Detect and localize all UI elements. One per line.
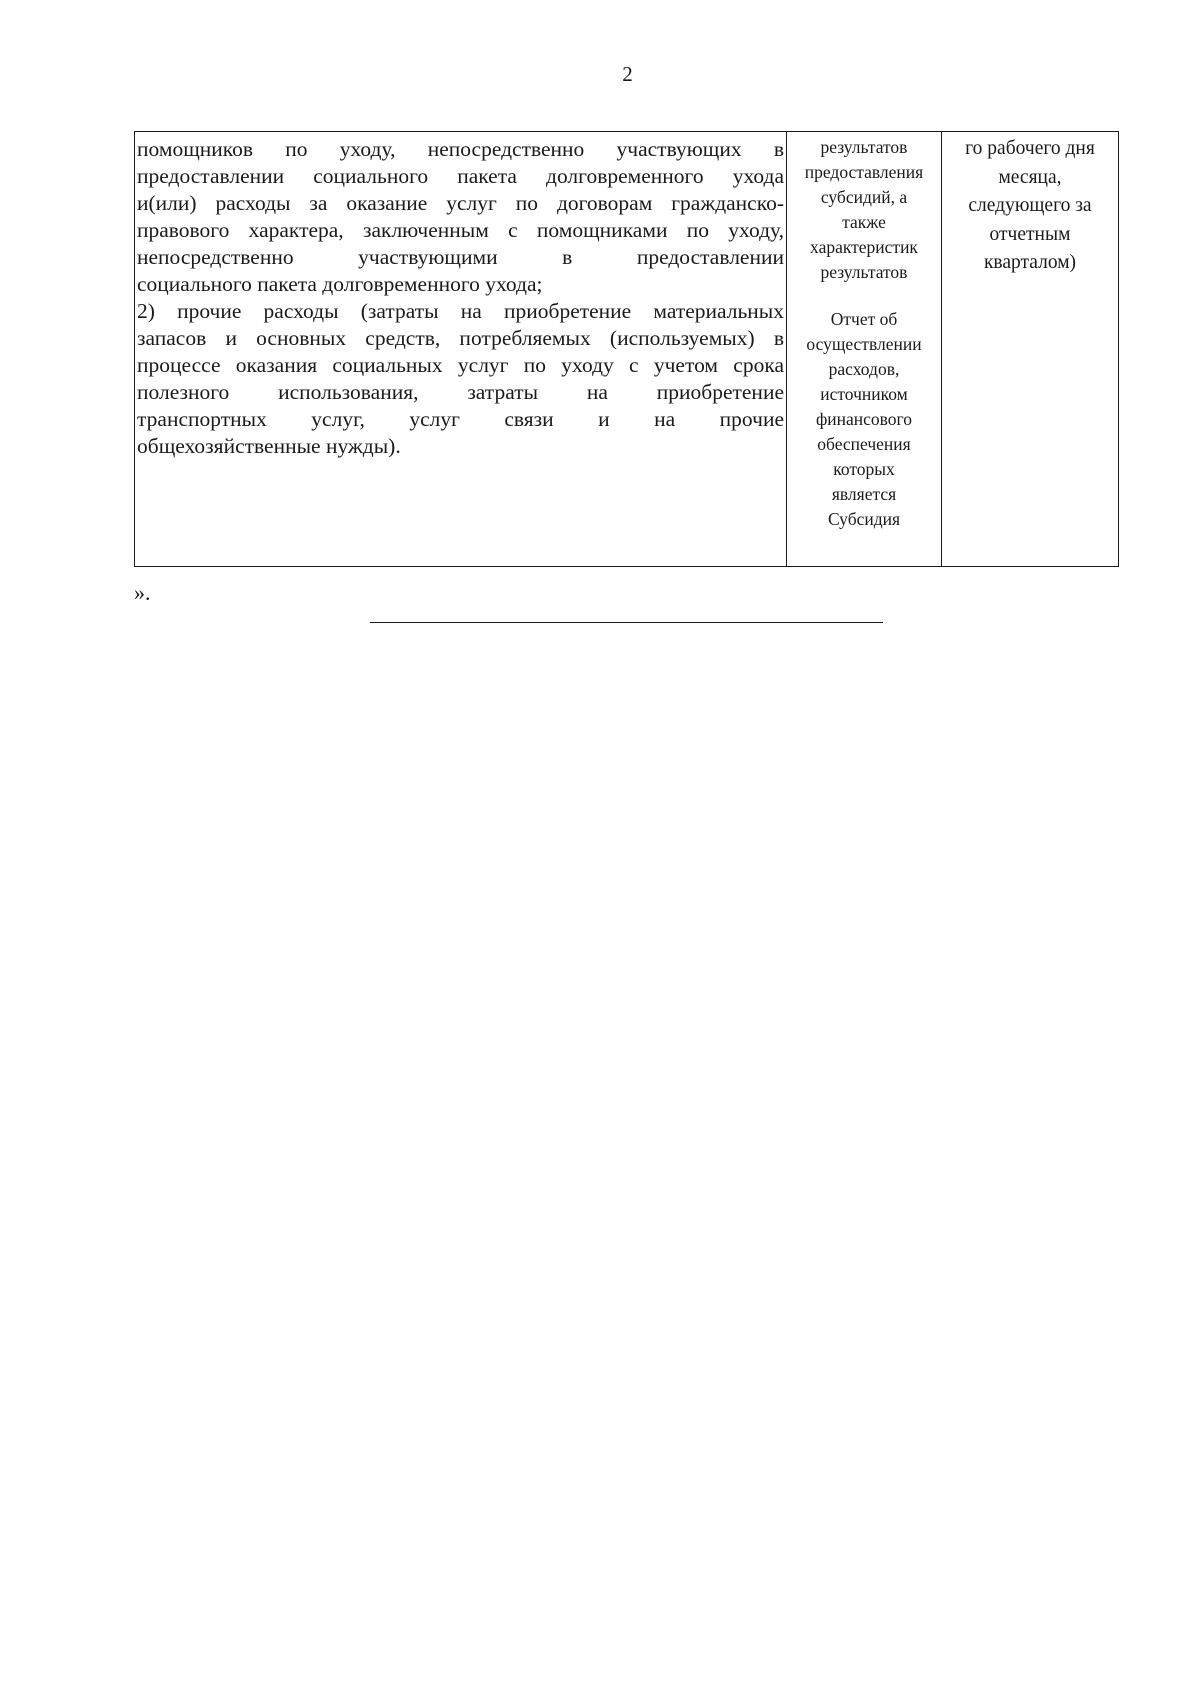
text-line: результатов [820,262,908,282]
text-line: расходов, [828,359,900,379]
text-line: общехозяйственные нужды). [137,434,401,458]
text-line: процессе оказания социальных услуг по уходу с учетом срока [137,353,784,377]
table-cell-reporting [787,132,942,567]
text-line: предоставления [804,162,924,182]
document-table [134,131,1119,567]
text-line: результатов [820,137,908,157]
text-line: запасов и основных средств, потребляемых (используемых) в [137,326,784,350]
text-line: финансового [815,409,913,429]
block-spacer [787,285,941,307]
text-line: обеспечения [817,434,911,454]
text-line: отчетным [989,223,1071,245]
text-line: которых [833,459,895,479]
text-line: и(или) расходы за оказание услуг по договорам гражданско- [137,191,784,215]
text-line: транспортных услуг, услуг связи и на прочие [137,407,784,431]
text-line: помощников по уходу, непосредственно участвующих в [137,137,784,161]
text-line: кварталом) [983,252,1077,273]
text-line: правового характера, заключенным с помощниками по уходу, [137,218,784,242]
text-line: субсидий, а [820,187,908,207]
text-line: Отчет об [830,309,898,329]
text-line: социального пакета долговременного ухода; [137,272,543,296]
text-line: источником [820,384,908,404]
text-line: Субсидия [827,509,901,529]
text-line: характеристик [810,237,918,257]
text-line: также [842,212,886,232]
text-line: месяца, [998,166,1062,188]
separator-line [370,622,883,623]
table-row [135,132,1119,567]
text-line: предоставлении социального пакета долговременного ухода [137,164,784,188]
text-line: полезного использования, затраты на приобретение [137,380,784,404]
text-line: следующего за [968,195,1092,216]
text-line: осуществлении [806,334,922,354]
table-cell-description [135,132,787,567]
page-number: 2 [622,62,633,86]
text-line: является [831,484,897,504]
text-line: непосредственно участвующими в предоставлении [137,245,784,269]
text-line: 2) прочие расходы (затраты на приобретение материальных [137,299,784,323]
closing-quote: ». [134,580,151,605]
table-cell-deadline [942,132,1119,567]
text-line: го рабочего дня [965,138,1095,159]
